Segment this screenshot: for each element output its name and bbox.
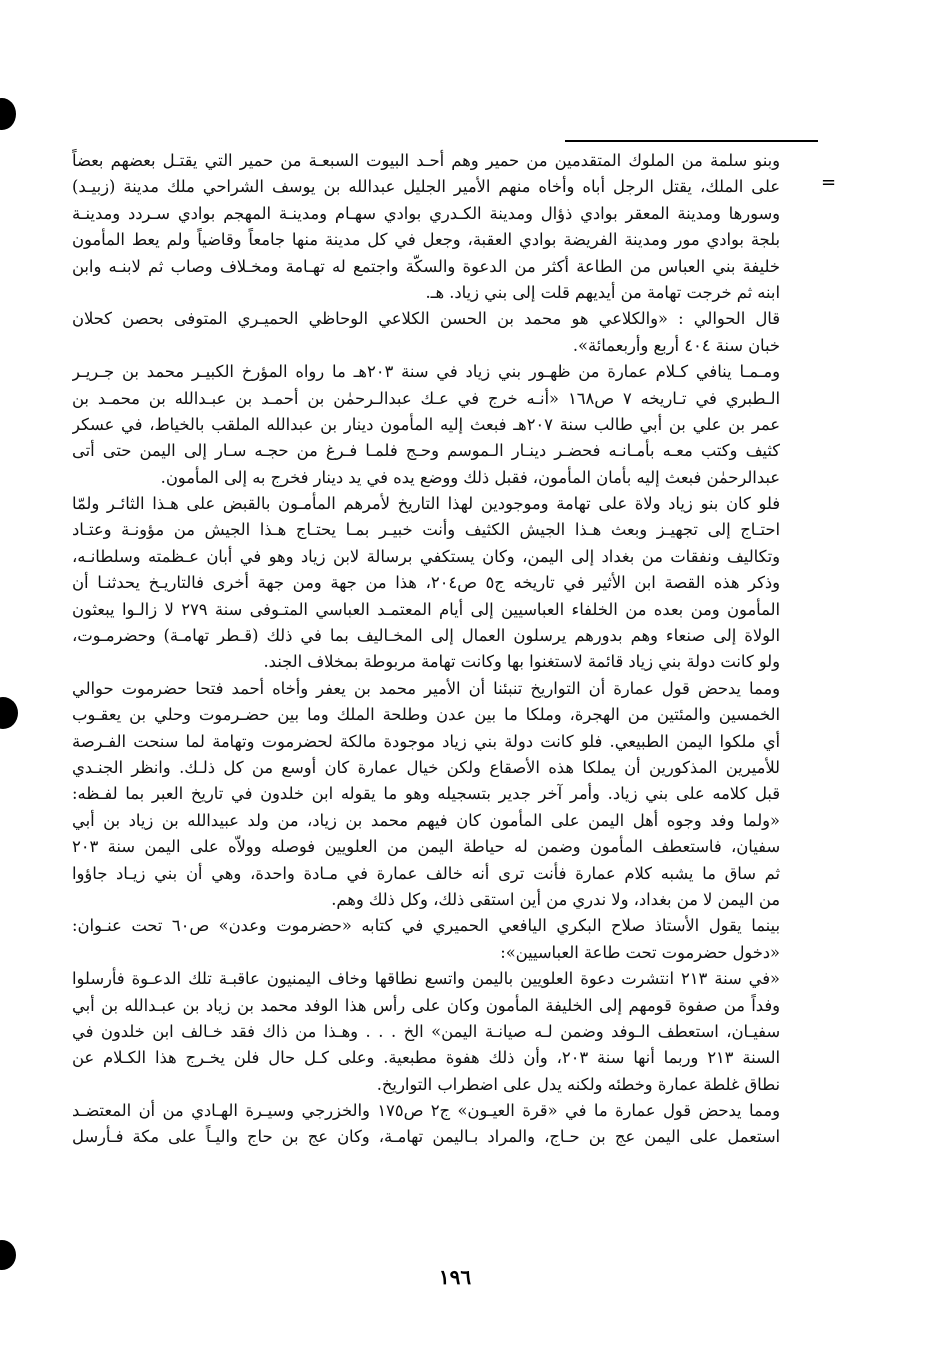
text-line: الـطبري في تـاريخه ٧ ص١٦٨ «أنـه خرج في عـك عبدالـرحمٰن بن أحمـد بن عبـدالله بن محمـد بن [72, 388, 780, 408]
text-line: وتكاليف ونفقات من بغداد إلى اليمن، وكان يستكفي برسالة لابن زياد وهو في أبان عـظمته وسلطانـه، [72, 546, 780, 566]
text-line: ومـمـا ينافي كـلام عمارة من ظهـور بني زياد في سنة ٢٠٣هـ ما رواه المؤرخ الكبيـر محمد بن جـريـر [72, 362, 780, 382]
text-line: كثيف وكتب معـه بأمـانـه فحضـر دينـار الـموسم وحـج فلمـا فـرغ من حجـه سـار إلى اليمن حتى أتى [72, 441, 780, 461]
text-line: وسورها ومدينة المعقر بوادي ذؤال ومدينة الكـدري بوادي سهـام ومدينـة المهجم بوادي سـردد ومدينـة [72, 203, 780, 223]
text-line: الولاة إلى صنعاء وهم بدورهم يرسلون العمال إلى المخـاليف بما في ذلك (قـطر تهامـة) وحضرمـوت، [72, 626, 780, 646]
text-line: احتـاج إلى تجهيـز وبعث هـذا الجيش الكثيف وأنت خبيـر بمـا يحتـاج هـذا الجيش من مؤونـة وعتـاد [72, 520, 780, 540]
text-line: ابنه ثم خرجت تهامة من أيديهم قلت إلى بني زياد. هـ. [425, 282, 780, 302]
text-line: ثم ساق ما يشبه كلام عمارة فأنت ترى أنه خالف عمارة في مـادة واحدة، وهي أن بني زيـاد جاؤوا [72, 863, 780, 883]
top-rule [565, 140, 818, 142]
text-line: بينما يقول الأستاذ صلاح البكري اليافعي الحميري في كتابه «حضرموت وعدن» ص٦٠ تحت عنـوان: [72, 916, 780, 936]
text-line: «دخول حضرموت تحت طاعة العباسيين»: [500, 942, 780, 962]
text-line: من اليمن لا من بغداد، ولا ندري من أين استقى ذلك، وكل ذلك وهم. [331, 889, 780, 909]
text-line: الخمسين والمئتين من الهجرة، وملكا ما بين عدن وطلحة الملك وما بين حضـرموت وحلي بن يعقـوب [72, 705, 780, 725]
text-line: للأميرين المذكورين أن يملكا هذه الأصقاع ولكن خيال عمارة كان أوسع من كل ذلـك. وانظر الجنـدي [72, 757, 780, 777]
text-line: «في سنة ٢١٣ انتشرت دعوة العلويين باليمن واتسع نطاقها وخاف اليمنيون عاقبـة تلك الدعـوة فأرسلوا [72, 969, 780, 989]
text-line: سفيـان، استعطف الـوفد وضمن لـه صيانـة اليمن» الخ . . . وهـذا من ذاك فقد خـالف ابن خلدون في [72, 1021, 780, 1041]
text-line: «ولما وفد وجوه أهل اليمن على المأمون كان فيهم محمد بن زياد، من ولد عبيدالله بن زياد بن أبي [72, 810, 780, 830]
text-line: بلجة بوادي مور ومدينة الفريضة بوادي العقبة، وجعل في كل مدينة منها جامعاً وقاضياً ولم يعط المأمون [72, 230, 780, 250]
text-line: فلو كان بنو زياد ولاة على تهامة وموجودين لهذا التاريخ لأمرهم المأمـون بالقبض على هـذا الثائـر ولمّا [72, 494, 780, 514]
text-line: ولو كانت دولة بني زياد قائمة لاستغنوا بها وكانت تهامة مربوطة بمخلاف الجند. [263, 652, 780, 672]
text-line: ومما يدحض قول عمارة ما في «قرة العيـون» ج٢ ص١٧٥ والخزرجي وسيـرة الهـادي من أن المعتضـد [72, 1101, 780, 1121]
text-line: ومما يدحض قول عمارة أن التواريخ تنبئنا أن الأمير محمد بن يعفر وأخاه أحمد فتحا حضرموت حوالي [72, 678, 780, 698]
text-line: وبنو سلمة من الملوك المتقدمين من حمير وهم أحـد البيوت السبعـة من حمير التي يقتـل بعضهم بعضاً [72, 151, 780, 170]
text-line: السنة ٢١٣ وربما أنها سنة ٢٠٣، وأن ذلك هفوة مطبعية. وعلى كـل حال فلن يخـرج هذا الكـلام عن [72, 1048, 780, 1068]
text-line: قال الحوالي : «والكلاعي هو محمد بن الحسن الكلاعي الوحاظي الحميـري المتوفى بحصن كحلان [72, 309, 780, 329]
text-line: سفيان، فاستعطف المأمون وضمن له حياطة اليمن من العلويين فوصله وولاّه على اليمن سنة ٢٠٣ [72, 837, 780, 857]
text-line: وذكر هذه القصة ابن الأثير في تاريخه ج٥ ص٢٠٤، هذا من جهة ومن جهة أخرى فالتاريـخ يحدثنـا أن [72, 573, 780, 593]
text-line: وفداً من صفوة قومهم إلى الخليفة المأمون وكان على رأس هذا الوفد محمد بن زياد بن عبـدالله بن أبي [72, 995, 780, 1015]
page-number: ١٩٦ [438, 1265, 472, 1289]
text-line: استعمل على اليمن عج بن حـاج، والمراد بـاليمن تهامـة، وكان عج بن حاج واليـاً على مكة فـأرسل [72, 1127, 780, 1147]
text-line: نطاق غلطة عمارة وخطئه ولكنه يدل على اضطراب التواريخ. [376, 1074, 780, 1094]
text-line: خليفة بني العباس من الطاعة أكثر من الدعوة والسكّة واجتمع له تهـامة ومخـلاف وصاب ثم لابنـه وابن [72, 256, 780, 276]
text-line: المأمون ومن بعده من الخلفاء العباسيين إلى أيام المعتمـد العباسي المتـوفى سنة ٢٧٩ لا زالـوا يبعثون [72, 599, 780, 619]
binding-hole-middle [0, 697, 18, 729]
binding-hole-bottom [0, 1240, 16, 1270]
text-line: عبدالرحمٰن فبعث إليه بأمان المأمون، فقبل ذلك ووضع يده في يد دينار فخرج به إلى المأمون. [160, 467, 780, 487]
text-line: عمر بن علي بن أبي طالب سنة ٢٠٧هـ فبعث إليه المأمون دينار بن عبدالله الملقب بالخياط، في عسكر [72, 414, 780, 434]
body-text [72, 148, 780, 1151]
text-line: على الملك، يقتل الرجل أباه وأخاه منهم الأمير الجليل عبدالله بن يوسف الشراحي ملك مدينة (زبيـد) [72, 177, 780, 197]
text-line: خبان سنة ٤٠٤ أربع وأربعمائة». [572, 335, 780, 355]
text-line: أي ملكوا اليمن الطبيعي. فلو كانت دولة بني زياد موجودة مالكة لحضرموت وتهامة لما سنحت الفـرصة [72, 731, 780, 751]
binding-hole-top [0, 98, 16, 130]
margin-mark: = [821, 172, 837, 193]
text-line: قبل كلامه على بني زياد. وأمر آخر جدير بتسجيله وهو ما يقوله ابن خلدون في تاريخ العبر بما لفـظه: [72, 784, 780, 804]
